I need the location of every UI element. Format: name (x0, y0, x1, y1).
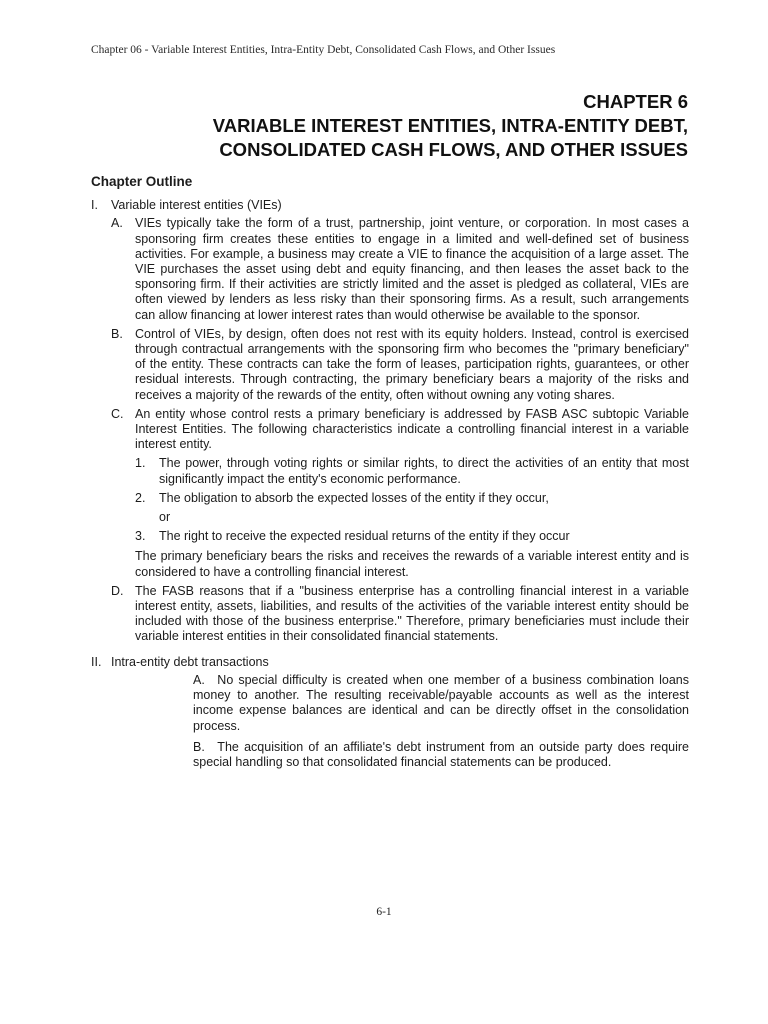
chapter-title-line-1: VARIABLE INTEREST ENTITIES, INTRA-ENTITY DEBT, (212, 115, 688, 136)
item-c-text: An entity whose control rests a primary beneficiary is addressed by FASB ASC subtopic Variable Interest Entities. The following characteristics indicate a controlling financial interest in a variable interest entity. (135, 406, 689, 452)
item-c-sub-2-text: The obligation to absorb the expected losses of the entity if they occur, (159, 490, 549, 505)
section-2-marker: II. (91, 654, 102, 669)
item-d (111, 584, 689, 645)
item-c (111, 407, 689, 580)
section-1-title: Variable interest entities (VIEs) (111, 198, 282, 213)
item-b-marker: B. (111, 326, 123, 341)
item-c-or: or (159, 510, 171, 525)
chapter-title-block (213, 90, 688, 162)
item-a (111, 216, 689, 322)
item-a-marker: A. (111, 216, 123, 231)
item-c-sub-1 (135, 456, 689, 486)
item-c-sub-3-text: The right to receive the expected residual returns of the entity if they occur (159, 529, 570, 544)
chapter-title-line-2: CONSOLIDATED CASH FLOWS, AND OTHER ISSUES (219, 139, 688, 160)
section-2 (91, 655, 689, 770)
item-c-sub-1-marker: 1. (135, 456, 146, 471)
item-c-note: The primary beneficiary bears the risks and receives the rewards of a variable interest entity and is considered to have a controlling financial interest. (135, 549, 689, 579)
item-c-sub-1-text: The power, through voting rights or similar rights, to direct the activities of an entity that most significantly impact the entity's economic performance. (159, 456, 689, 486)
item-b-text: Control of VIEs, by design, often does not rest with its equity holders. Instead, control is exercised through contractual arrangements with the sponsoring firm who becomes the "primary beneficiary" of the entity. These contracts can take the form of leases, participation rights, guarantees, or other residual interests. Through contracting, the primary beneficiary bears a majority of the risks and receives a majority of the rewards of the entity, often without owning any voting shares. (135, 326, 689, 402)
page-number: 6-1 (376, 906, 392, 918)
running-header: Chapter 06 - Variable Interest Entities, Intra-Entity Debt, Consolidated Cash Flows, and Other Issues (91, 44, 556, 56)
item-b (111, 327, 689, 403)
section-1 (91, 198, 689, 644)
section-1-marker: I. (91, 198, 98, 213)
chapter-number: CHAPTER 6 (583, 91, 688, 112)
item-c-sub-2 (135, 491, 689, 506)
section-2-para-b: B. The acquisition of an affiliate's debt instrument from an outside party does require special handling so that consolidated financial statements can be produced. (193, 739, 689, 769)
item-d-marker: D. (111, 583, 124, 598)
item-c-sub-3-marker: 3. (135, 529, 146, 544)
item-c-sub-2-marker: 2. (135, 490, 146, 505)
item-a-text: VIEs typically take the form of a trust, partnership, joint venture, or corporation. In most cases a sponsoring firm creates these entities to engage in a limited and well-defined set of business activities. For example, a business may create a VIE to finance the acquisition of a large asset. The VIE purchases the asset using debt and equity financing, and then leases the asset back to the sponsoring firm. If their activities are strictly limited and the asset is pledged as collateral, VIEs are often viewed by lenders as less risky than their sponsoring firms. As a result, such arrangements can allow financing at lower interest rates than would otherwise be available to the sponsor. (135, 216, 689, 322)
section-2-para-a: A. No special difficulty is created when one member of a business combination loans money to another. The resulting receivable/payable accounts as well as the interest income expense balances are identical and can be directly offset in the consolidation process. (193, 672, 689, 733)
section-2-title: Intra-entity debt transactions (111, 654, 269, 669)
outline-heading: Chapter Outline (91, 174, 193, 189)
chapter-outline (91, 174, 689, 770)
section-2-body (111, 673, 689, 770)
item-c-sub-3 (135, 529, 689, 544)
item-c-marker: C. (111, 406, 124, 421)
item-d-text: The FASB reasons that if a "business enterprise has a controlling financial interest in a variable interest entity, assets, liabilities, and results of the activities of the variable interest entity should be included with those of the business enterprise." Therefore, primary beneficiaries must include their variable interest entities in their consolidated financial statements. (135, 583, 689, 644)
